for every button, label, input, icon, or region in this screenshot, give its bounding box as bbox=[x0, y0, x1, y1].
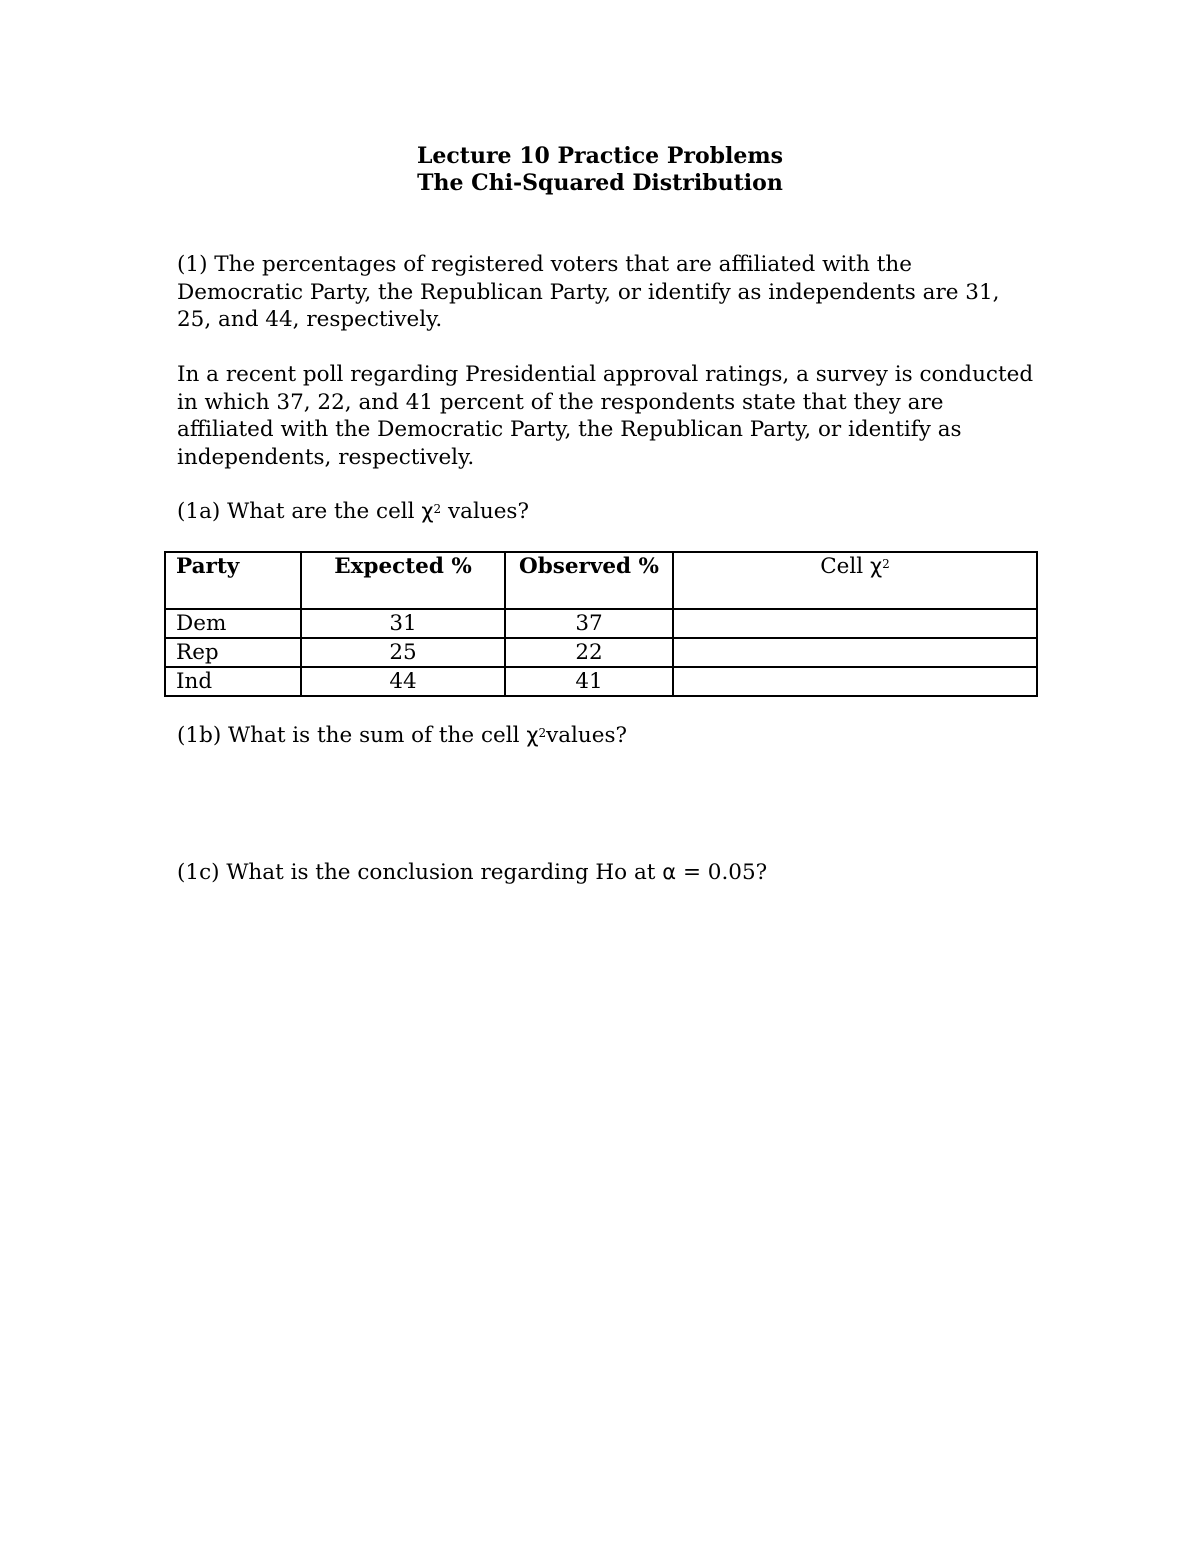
problem-paragraph-2: In a recent poll regarding Presidential approval ratings, a survey is conducted in which 37, 22, and 41 percent of the respondents state that they are affiliated with the Democratic Party, the Republican Party, or identify as independents, respectively. bbox=[177, 362, 1034, 470]
cell-chi-value bbox=[673, 609, 1037, 638]
superscript-2: 2 bbox=[538, 726, 547, 740]
alpha-symbol: α bbox=[662, 860, 677, 884]
header-observed: Observed % bbox=[505, 552, 673, 609]
document-subtitle: The Chi-Squared Distribution bbox=[417, 170, 783, 196]
superscript-2: 2 bbox=[433, 502, 442, 516]
table-row bbox=[165, 667, 1037, 696]
cell-observed: 22 bbox=[505, 638, 673, 667]
document-title: Lecture 10 Practice Problems bbox=[416, 143, 784, 169]
problem-paragraph-1: (1) The percentages of registered voters that are affiliated with the Democratic Party, the Republican Party, or identify as independents are 31, 25, and 44, respectively. bbox=[177, 252, 1000, 332]
cell-expected: 44 bbox=[301, 667, 505, 696]
cell-observed: 41 bbox=[505, 667, 673, 696]
chi-square-table bbox=[164, 551, 1038, 697]
cell-party: Dem bbox=[165, 609, 301, 638]
cell-chi-value bbox=[673, 667, 1037, 696]
question-1b-prefix: (1b) What is the sum of the cell bbox=[177, 723, 527, 748]
cell-observed: 37 bbox=[505, 609, 673, 638]
question-1b bbox=[177, 722, 1037, 750]
header-expected: Expected % bbox=[301, 552, 505, 609]
superscript-2: 2 bbox=[882, 557, 890, 571]
question-1a-suffix: values? bbox=[441, 499, 529, 524]
header-cell-label: Cell bbox=[820, 554, 870, 579]
cell-chi-value bbox=[673, 638, 1037, 667]
question-1c-suffix: = 0.05? bbox=[676, 860, 768, 885]
header-party: Party bbox=[165, 552, 301, 609]
cell-expected: 31 bbox=[301, 609, 505, 638]
question-1a bbox=[177, 498, 1037, 526]
question-1a-prefix: (1a) What are the cell bbox=[177, 499, 422, 524]
cell-party: Rep bbox=[165, 638, 301, 667]
chi-symbol: χ bbox=[869, 554, 883, 578]
question-1c-prefix: (1c) What is the conclusion regarding Ho at bbox=[177, 860, 663, 885]
chi-symbol: χ bbox=[526, 723, 539, 747]
question-1c bbox=[177, 859, 1037, 887]
chi-square-table-container bbox=[164, 551, 1038, 697]
table-row bbox=[165, 638, 1037, 667]
header-cell-chi bbox=[673, 552, 1037, 609]
table-header-row bbox=[165, 552, 1037, 609]
cell-expected: 25 bbox=[301, 638, 505, 667]
cell-party: Ind bbox=[165, 667, 301, 696]
chi-symbol: χ bbox=[421, 499, 434, 523]
question-1b-suffix: values? bbox=[546, 723, 628, 748]
table-row bbox=[165, 609, 1037, 638]
